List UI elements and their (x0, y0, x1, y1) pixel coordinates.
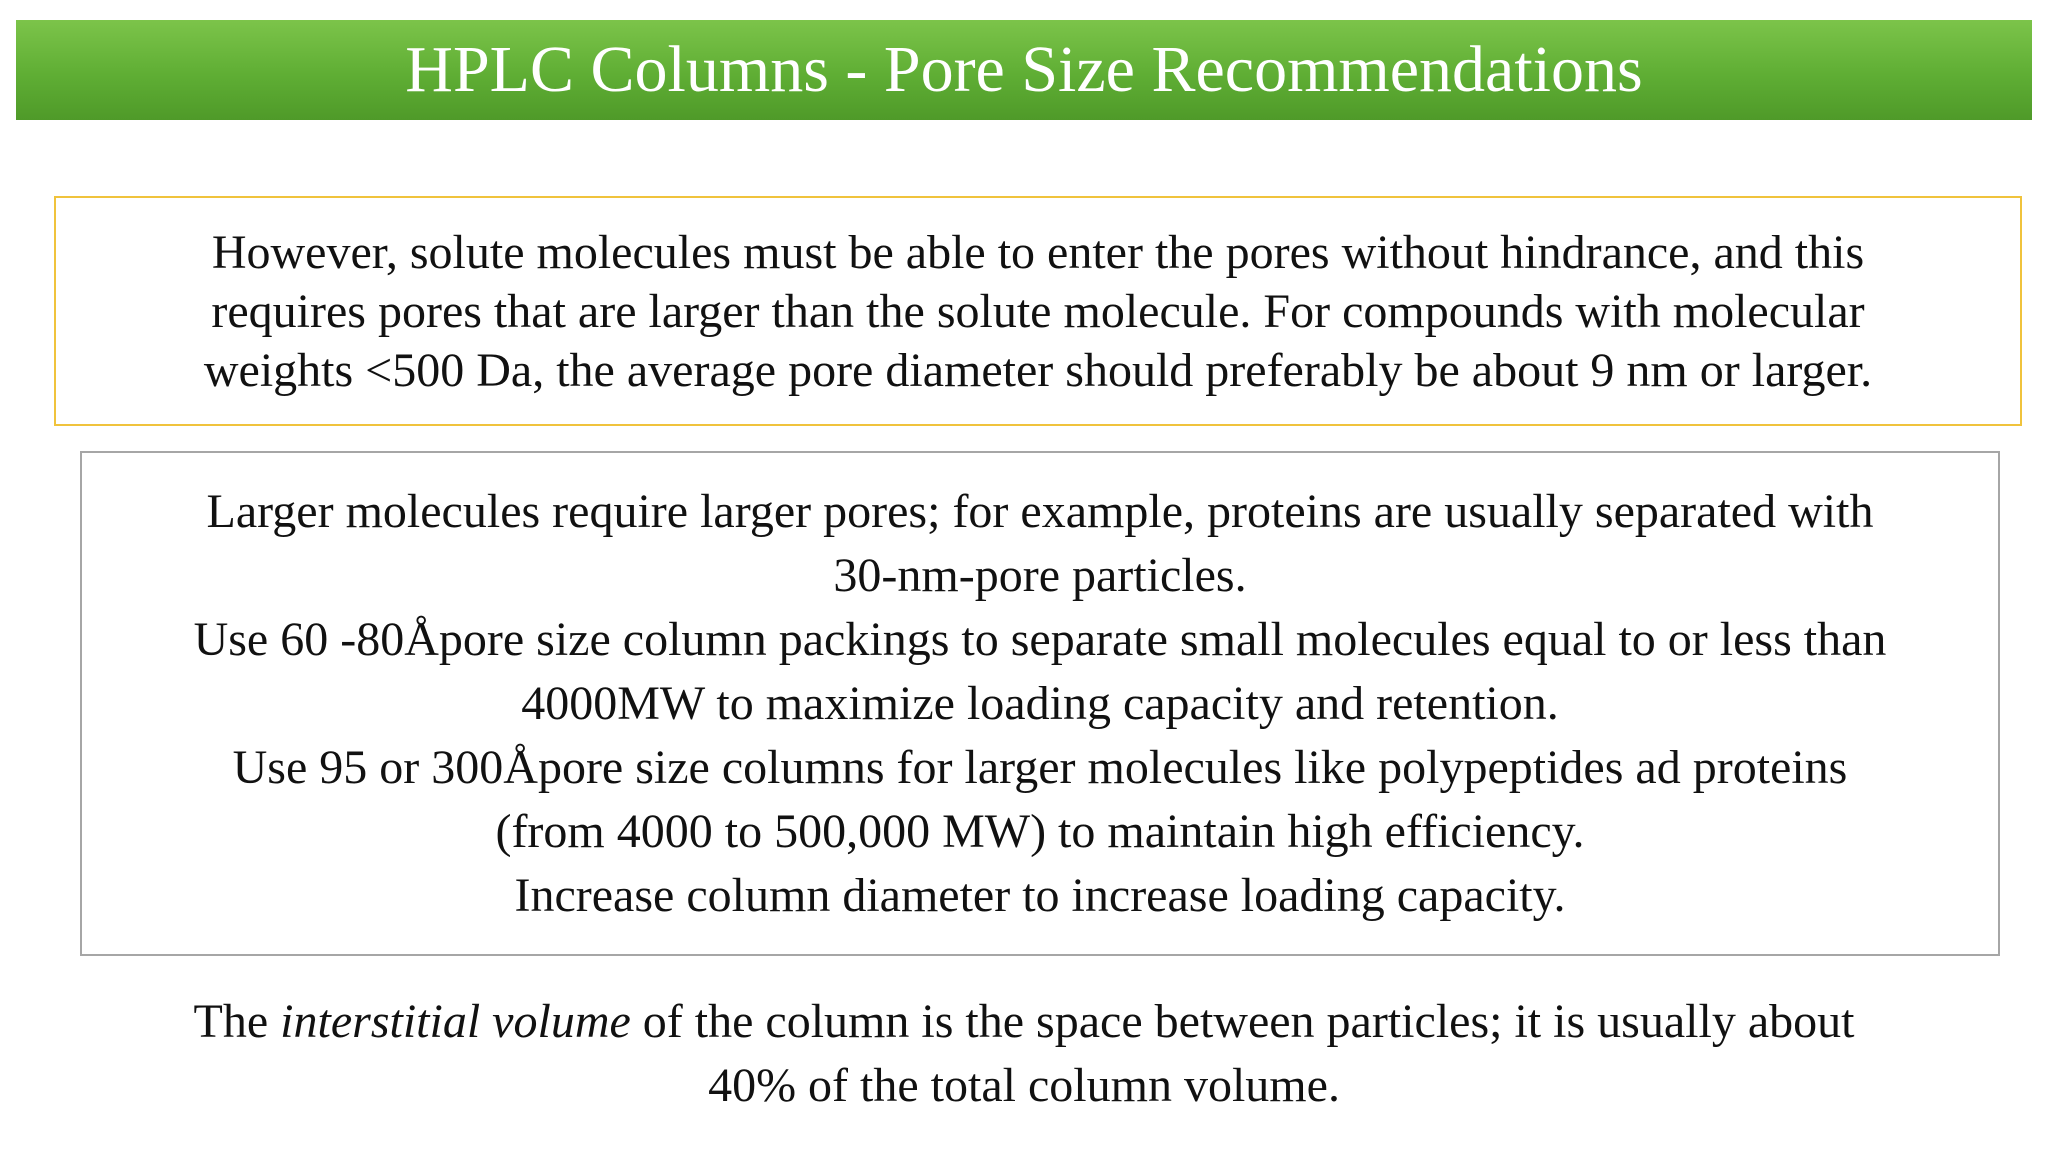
recommendation-line-2: 30-nm-pore particles. (833, 548, 1247, 602)
footer-line-1-prefix: The (193, 995, 281, 1048)
footer-emphasis-term: interstitial volume (280, 995, 631, 1048)
footer-line-2: 40% of the total column volume. (708, 1059, 1340, 1112)
intro-line-1: However, solute molecules must be able to enter the pores without hindrance, and this (211, 225, 1865, 279)
recommendation-line-7: Increase column diameter to increase loading capacity. (514, 868, 1566, 922)
recommendation-line-4: 4000MW to maximize loading capacity and retention. (521, 676, 1559, 730)
intro-line-2: requires pores that are larger than the solute molecule. For compounds with molecular (211, 284, 1865, 338)
slide-title: HPLC Columns - Pore Size Recommendations (405, 33, 1643, 106)
title-bar (16, 20, 2032, 120)
footer-note (0, 990, 2048, 1118)
footer-line-1-suffix: of the column is the space between particles; it is usually about (630, 995, 1855, 1048)
recommendation-line-3: Use 60 -80Åpore size column packings to separate small molecules equal to or less than (193, 612, 1887, 666)
recommendation-line-1: Larger molecules require larger pores; for example, proteins are usually separated with (206, 484, 1874, 538)
footer-line-1 (194, 990, 1855, 1054)
intro-text-box (54, 196, 2022, 426)
recommendation-line-6: (from 4000 to 500,000 MW) to maintain high efficiency. (495, 804, 1585, 858)
recommendations-box (80, 451, 2000, 956)
intro-line-3: weights <500 Da, the average pore diameter should preferably be about 9 nm or larger. (203, 343, 1873, 397)
recommendation-line-5: Use 95 or 300Åpore size columns for larger molecules like polypeptides ad proteins (232, 740, 1848, 794)
